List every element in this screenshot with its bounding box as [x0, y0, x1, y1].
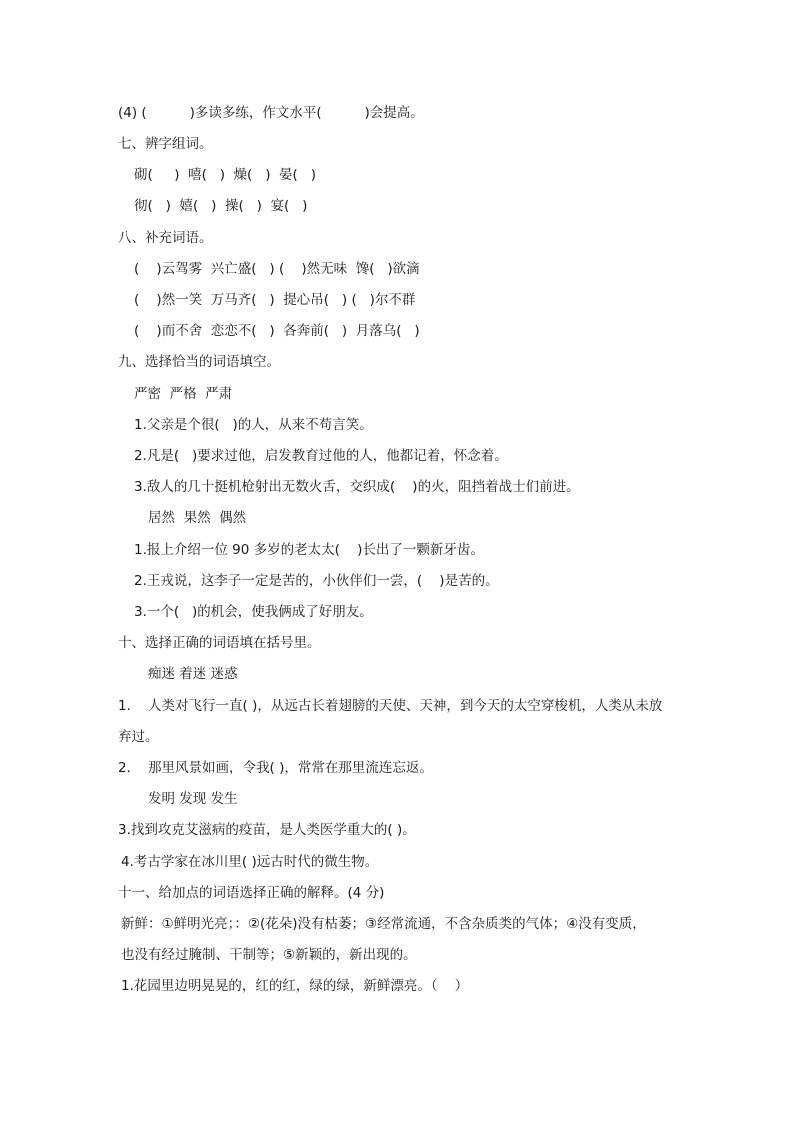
text-line: 1.花园里边明晃晃的，红的红，绿的绿，新鲜漂亮。（ ） — [121, 978, 469, 994]
text-line: 弃过。 — [118, 729, 159, 745]
word-choices: 发明 发现 发生 — [148, 791, 238, 807]
text-line: 砌( ) 嘻( ) 燥( ) 晏( ) — [134, 167, 316, 183]
text-line: 3.一个( )的机会，使我俩成了好朋友。 — [134, 604, 373, 620]
text-line: ( )然一笑 万马齐( ) 提心吊( ) ( )尔不群 — [134, 292, 416, 308]
word-choices: 严密 严格 严肃 — [134, 386, 233, 402]
section-heading: 九、选择恰当的词语填空。 — [118, 354, 280, 370]
text-line: 2.王戎说，这李子一定是苦的，小伙伴们一尝，( )是苦的。 — [134, 573, 499, 589]
text-line: 1.报上介绍一位 90 多岁的老太太( )长出了一颗新牙齿。 — [134, 542, 484, 558]
word-choices: 居然 果然 偶然 — [148, 510, 247, 526]
text-line: (4) ( )多读多练，作文水平( )会提高。 — [118, 105, 424, 121]
word-choices: 痴迷 着迷 迷惑 — [148, 666, 238, 682]
text-line: 4.考古学家在冰川里( )远古时代的微生物。 — [121, 854, 379, 870]
text-line: ( )而不舍 恋恋不( ) 各奔前( ) 月落乌( ) — [134, 323, 420, 339]
text-line: 1.父亲是个很( )的人，从来不苟言笑。 — [134, 417, 373, 433]
section-heading: 十、选择正确的词语填在括号里。 — [118, 635, 321, 651]
definition-text: 也没有经过腌制、干制等；⑤新颖的，新出现的。 — [121, 947, 417, 963]
section-heading: 八、补充词语。 — [118, 230, 213, 246]
definition-text: 新鲜：①鲜明光亮；：②(花朵)没有枯萎；③经常流通，不含杂质类的气体；④没有变质， — [121, 916, 646, 932]
text-line: 1. 人类对飞行一直( )，从远古长着翅膀的天使、天神，到今天的太空穿梭机，人类从未放 — [118, 698, 663, 714]
text-line: 3.敌人的几十挺机枪射出无数火舌，交织成( )的火，阻挡着战士们前进。 — [134, 479, 580, 495]
section-heading: 十一、给加点的词语选择正确的解释。(4 分) — [118, 885, 385, 901]
text-line: 3.找到攻克艾滋病的疫苗，是人类医学重大的( )。 — [118, 822, 416, 838]
section-heading: 七、辨字组词。 — [118, 136, 213, 152]
text-line: 2.凡是( )要求过他，启发教育过他的人，他都记着，怀念着。 — [134, 448, 508, 464]
text-line: ( )云驾雾 兴亡盛( ) ( )然无味 馋( )欲滴 — [134, 261, 420, 277]
text-line: 2. 那里风景如画，令我( )，常常在那里流连忘返。 — [118, 760, 433, 776]
text-line: 彻( ) 嬉( ) 操( ) 宴( ) — [134, 198, 308, 214]
